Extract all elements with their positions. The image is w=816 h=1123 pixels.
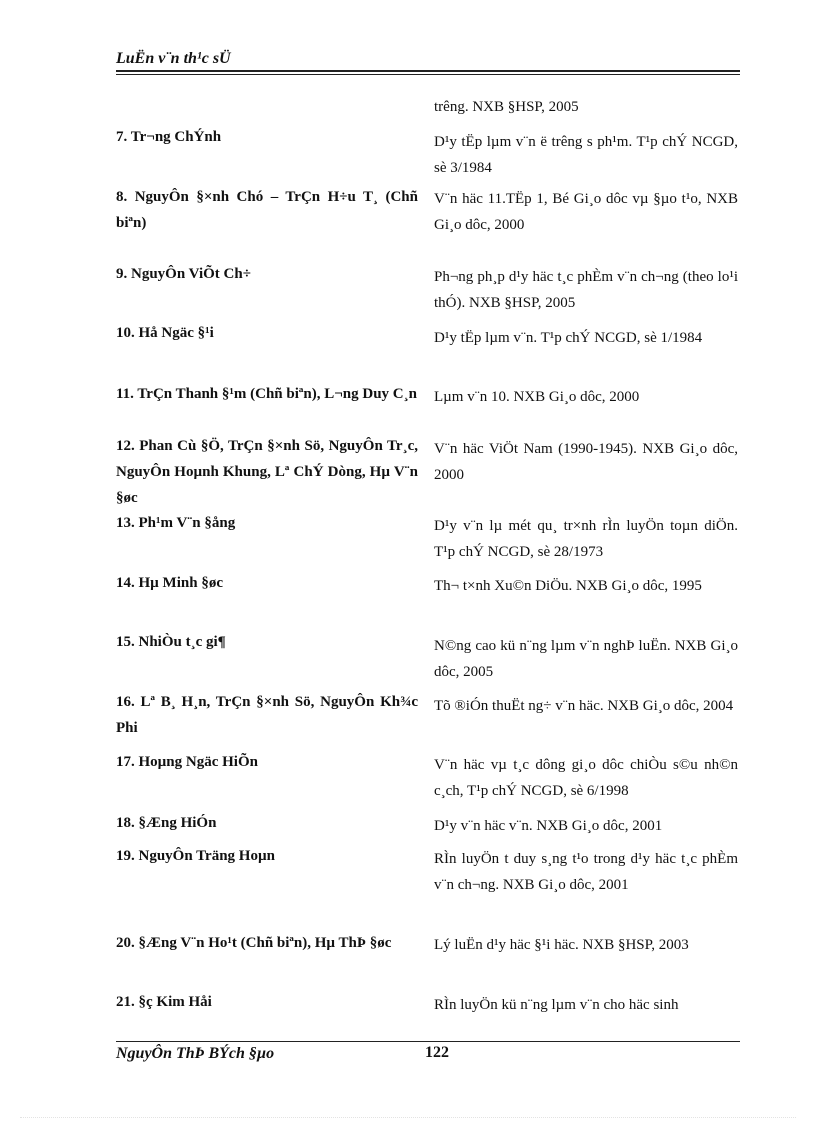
reference-author: 17. Hoµng Ngäc HiÕn	[116, 754, 258, 770]
reference-work: Th¬ t×nh Xu©n DiÖu. NXB Gi¸o dôc, 1995	[434, 578, 702, 594]
reference-author: 16. Lª B¸ H¸n, TrÇn §×nh Sö, NguyÔn Kh¾c Phi	[116, 694, 418, 736]
reference-continued-work: trêng. NXB §HSP, 2005	[434, 99, 579, 115]
reference-work: D¹y tËp lµm v¨n. T¹p chÝ NCGD, sè 1/1984	[434, 330, 703, 346]
reference-author: 8. NguyÔn §×nh Chó – TrÇn H÷u T¸ (Chñ biªn)	[116, 189, 418, 231]
footer-author: NguyÔn ThÞ BÝch §µo	[116, 1045, 275, 1062]
reference-work: V¨n häc 11.TËp 1, Bé Gi¸o dôc vµ §µo t¹o, NXB Gi¸o dôc, 2000	[434, 191, 738, 233]
reference-work: Tõ ®iÓn thuËt ng÷ v¨n häc. NXB Gi¸o dôc, 2004	[434, 698, 734, 714]
reference-author: 21. §ç Kim Håi	[116, 994, 212, 1010]
reference-author: 14. Hµ Minh §øc	[116, 575, 223, 591]
reference-work: V¨n häc ViÖt Nam (1990-1945). NXB Gi¸o dôc, 2000	[434, 441, 738, 483]
reference-author: 19. NguyÔn Träng Hoµn	[116, 848, 275, 864]
reference-work: Lµm v¨n 10. NXB Gi¸o dôc, 2000	[434, 389, 640, 405]
reference-author: 10. Hå Ngäc §¹i	[116, 325, 214, 341]
reference-author: 18. §Æng HiÓn	[116, 815, 217, 831]
reference-work: D¹y v¨n häc v¨n. NXB Gi¸o dôc, 2001	[434, 818, 663, 834]
page-edge-dots	[20, 1117, 796, 1118]
header-rule-thick	[116, 70, 740, 72]
reference-work: RÌn luyÖn t duy s¸ng t¹o trong d¹y häc t¸c phÈm v¨n ch¬ng. NXB Gi¸o dôc, 2001	[434, 851, 738, 893]
reference-author: 15. NhiÒu t¸c gi¶	[116, 634, 226, 650]
reference-work: N©ng cao kü n¨ng lµm v¨n nghÞ luËn. NXB Gi¸o dôc, 2005	[434, 638, 738, 680]
reference-work: Lý luËn d¹y häc §¹i häc. NXB §HSP, 2003	[434, 937, 689, 953]
reference-author: 13. Ph¹m V¨n §ång	[116, 515, 236, 531]
footer-rule	[116, 1041, 740, 1042]
reference-work: D¹y v¨n lµ mét qu¸ tr×nh rÌn luyÖn toµn diÖn. T¹p chÝ NCGD, sè 28/1973	[434, 518, 738, 560]
reference-author: 20. §Æng V¨n Ho¹t (Chñ biªn), Hµ ThÞ §øc	[116, 935, 392, 951]
reference-author: 12. Phan Cù §Ö, TrÇn §×nh Sö, NguyÔn Tr¸c, NguyÔn Hoµnh Khung, Lª ChÝ Dòng, Hµ V¨n §øc	[116, 438, 418, 506]
page-header-title: LuËn v¨n th¹c sÜ	[116, 50, 231, 67]
header-rule-thin	[116, 74, 740, 75]
reference-work: V¨n häc vµ t¸c dông gi¸o dôc chiÒu s©u nh©n c¸ch, T¹p chÝ NCGD, sè 6/1998	[434, 757, 738, 799]
reference-work: RÌn luyÖn kü n¨ng lµm v¨n cho häc sinh	[434, 997, 679, 1013]
reference-author: 9. NguyÔn ViÕt Ch÷	[116, 266, 251, 282]
reference-work: Ph¬ng ph¸p d¹y häc t¸c phÈm v¨n ch¬ng (theo lo¹i thÓ). NXB §HSP, 2005	[434, 269, 738, 311]
reference-author: 7. Tr¬ng ChÝnh	[116, 129, 222, 145]
reference-author: 11. TrÇn Thanh §¹m (Chñ biªn), L¬ng Duy C¸n	[116, 386, 417, 402]
reference-work: D¹y tËp lµm v¨n ë trêng s ph¹m. T¹p chÝ NCGD, sè 3/1984	[434, 134, 738, 176]
page-number: 122	[425, 1044, 449, 1061]
